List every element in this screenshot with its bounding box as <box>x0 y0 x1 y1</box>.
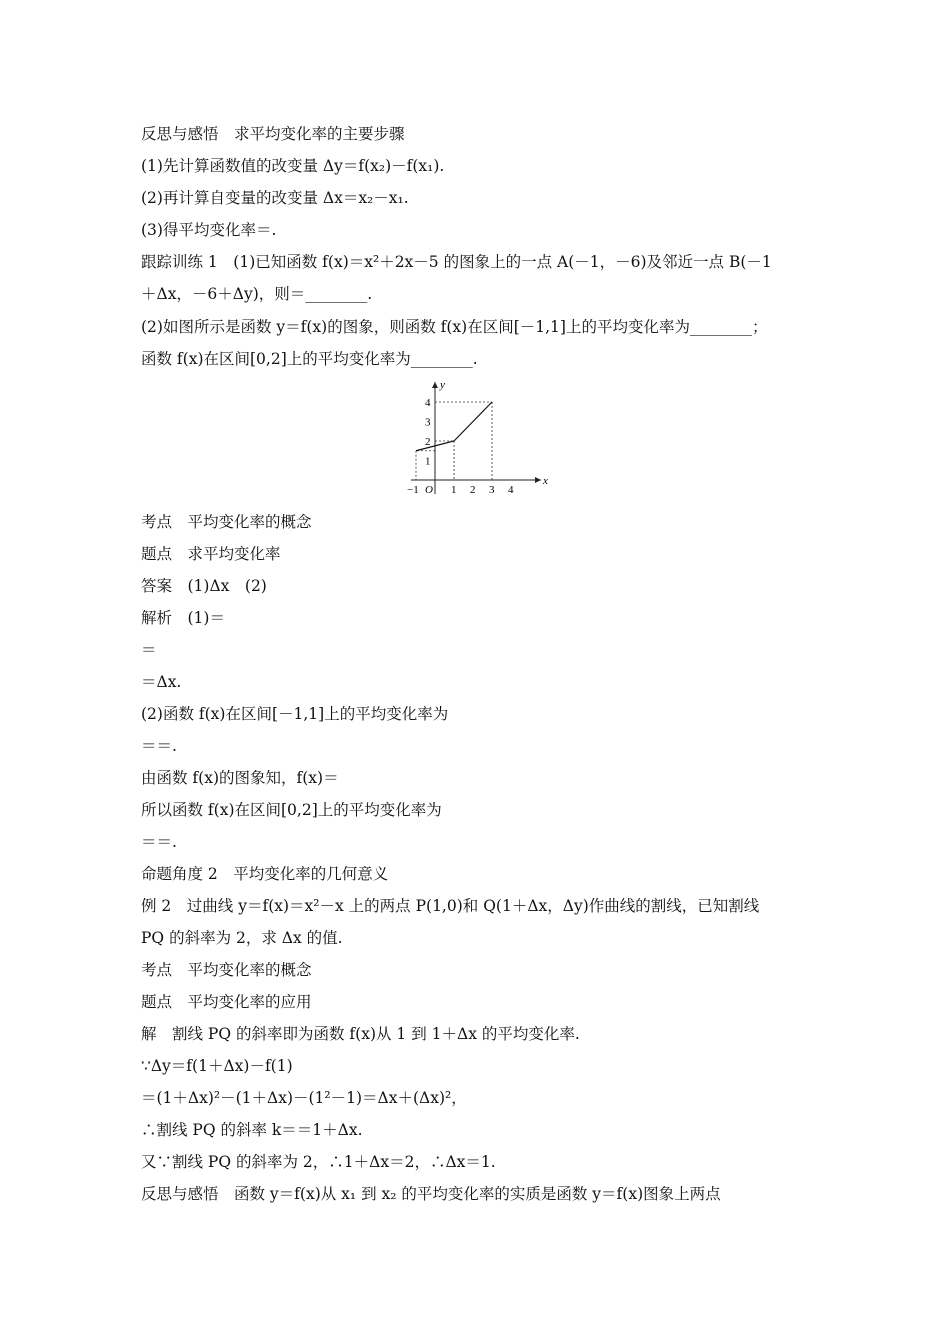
y-axis-arrow <box>432 382 438 388</box>
text-line-10: 题点 求平均变化率 <box>141 545 281 563</box>
text-line-25: 解 割线 PQ 的斜率即为函数 f(x)从 1 到 1＋Δx 的平均变化率. <box>141 1025 580 1043</box>
text-line-1: 反思与感悟 求平均变化率的主要步骤 <box>141 125 405 143</box>
text-line-12: 解析 (1)＝ <box>141 609 225 627</box>
text-line-30: 反思与感悟 函数 y＝f(x)从 x₁ 到 x₂ 的平均变化率的实质是函数 y＝f(x)图象上两点 <box>141 1185 721 1203</box>
text-line-6: ＋Δx，－6＋Δy)，则＝________. <box>141 285 373 303</box>
text-line-19: ＝＝. <box>141 833 177 851</box>
text-line-29: 又∵割线 PQ 的斜率为 2，∴1＋Δx＝2，∴Δx＝1. <box>141 1153 496 1171</box>
text-line-23: 考点 平均变化率的概念 <box>141 961 312 979</box>
y-tick-label: 2 <box>425 436 431 448</box>
text-line-14: ＝Δx. <box>141 673 182 691</box>
text-line-8: 函数 f(x)在区间[0,2]上的平均变化率为________. <box>141 350 478 368</box>
y-tick-label: 1 <box>425 455 431 468</box>
y-axis-label: y <box>440 379 445 391</box>
x-axis-arrow <box>535 477 541 483</box>
text-line-21: 例 2 过曲线 y＝f(x)＝x²－x 上的两点 P(1,0)和 Q(1＋Δx，Δy)作曲线的割线，已知割线 <box>141 897 760 915</box>
origin-label: O <box>425 484 433 496</box>
text-line-17: 由函数 f(x)的图象知，f(x)＝ <box>141 769 339 787</box>
text-line-24: 题点 平均变化率的应用 <box>141 993 312 1011</box>
text-line-18: 所以函数 f(x)在区间[0,2]上的平均变化率为 <box>141 801 442 819</box>
text-line-20: 命题角度 2 平均变化率的几何意义 <box>141 865 389 883</box>
y-tick-label: 4 <box>425 397 431 409</box>
function-graph <box>403 378 553 502</box>
function-graph-svg <box>403 378 553 498</box>
x-tick-label: −1 <box>407 484 419 496</box>
text-line-2: (1)先计算函数值的改变量 Δy＝f(x₂)－f(x₁). <box>141 157 445 175</box>
x-axis-label: x <box>543 475 548 487</box>
text-line-28: ∴割线 PQ 的斜率 k＝＝1＋Δx. <box>141 1121 363 1139</box>
text-line-3: (2)再计算自变量的改变量 Δx＝x₂－x₁. <box>141 189 409 207</box>
text-line-9: 考点 平均变化率的概念 <box>141 513 312 531</box>
x-tick-label: 3 <box>489 484 495 496</box>
x-tick-label: 2 <box>470 484 476 496</box>
text-line-26: ∵Δy＝f(1＋Δx)－f(1) <box>141 1057 293 1075</box>
x-tick-label: 4 <box>508 484 514 496</box>
text-line-4: (3)得平均变化率＝. <box>141 221 277 239</box>
y-tick-label: 3 <box>425 416 431 429</box>
text-line-5: 跟踪训练 1 (1)已知函数 f(x)＝x²＋2x－5 的图象上的一点 A(－1，－6)及邻近一点 B(－1 <box>141 253 772 271</box>
x-tick-label: 1 <box>451 484 457 496</box>
text-line-13: ＝ <box>141 641 157 659</box>
text-line-27: ＝(1＋Δx)²－(1＋Δx)－(1²－1)＝Δx＋(Δx)²， <box>141 1089 467 1107</box>
text-line-15: (2)函数 f(x)在区间[－1,1]上的平均变化率为 <box>141 705 449 723</box>
text-line-22: PQ 的斜率为 2，求 Δx 的值. <box>141 929 343 947</box>
text-line-11: 答案 (1)Δx (2) <box>141 577 267 595</box>
text-line-7: (2)如图所示是函数 y＝f(x)的图象，则函数 f(x)在区间[－1,1]上的平均变化率为________； <box>141 318 768 336</box>
text-line-16: ＝＝. <box>141 737 177 755</box>
